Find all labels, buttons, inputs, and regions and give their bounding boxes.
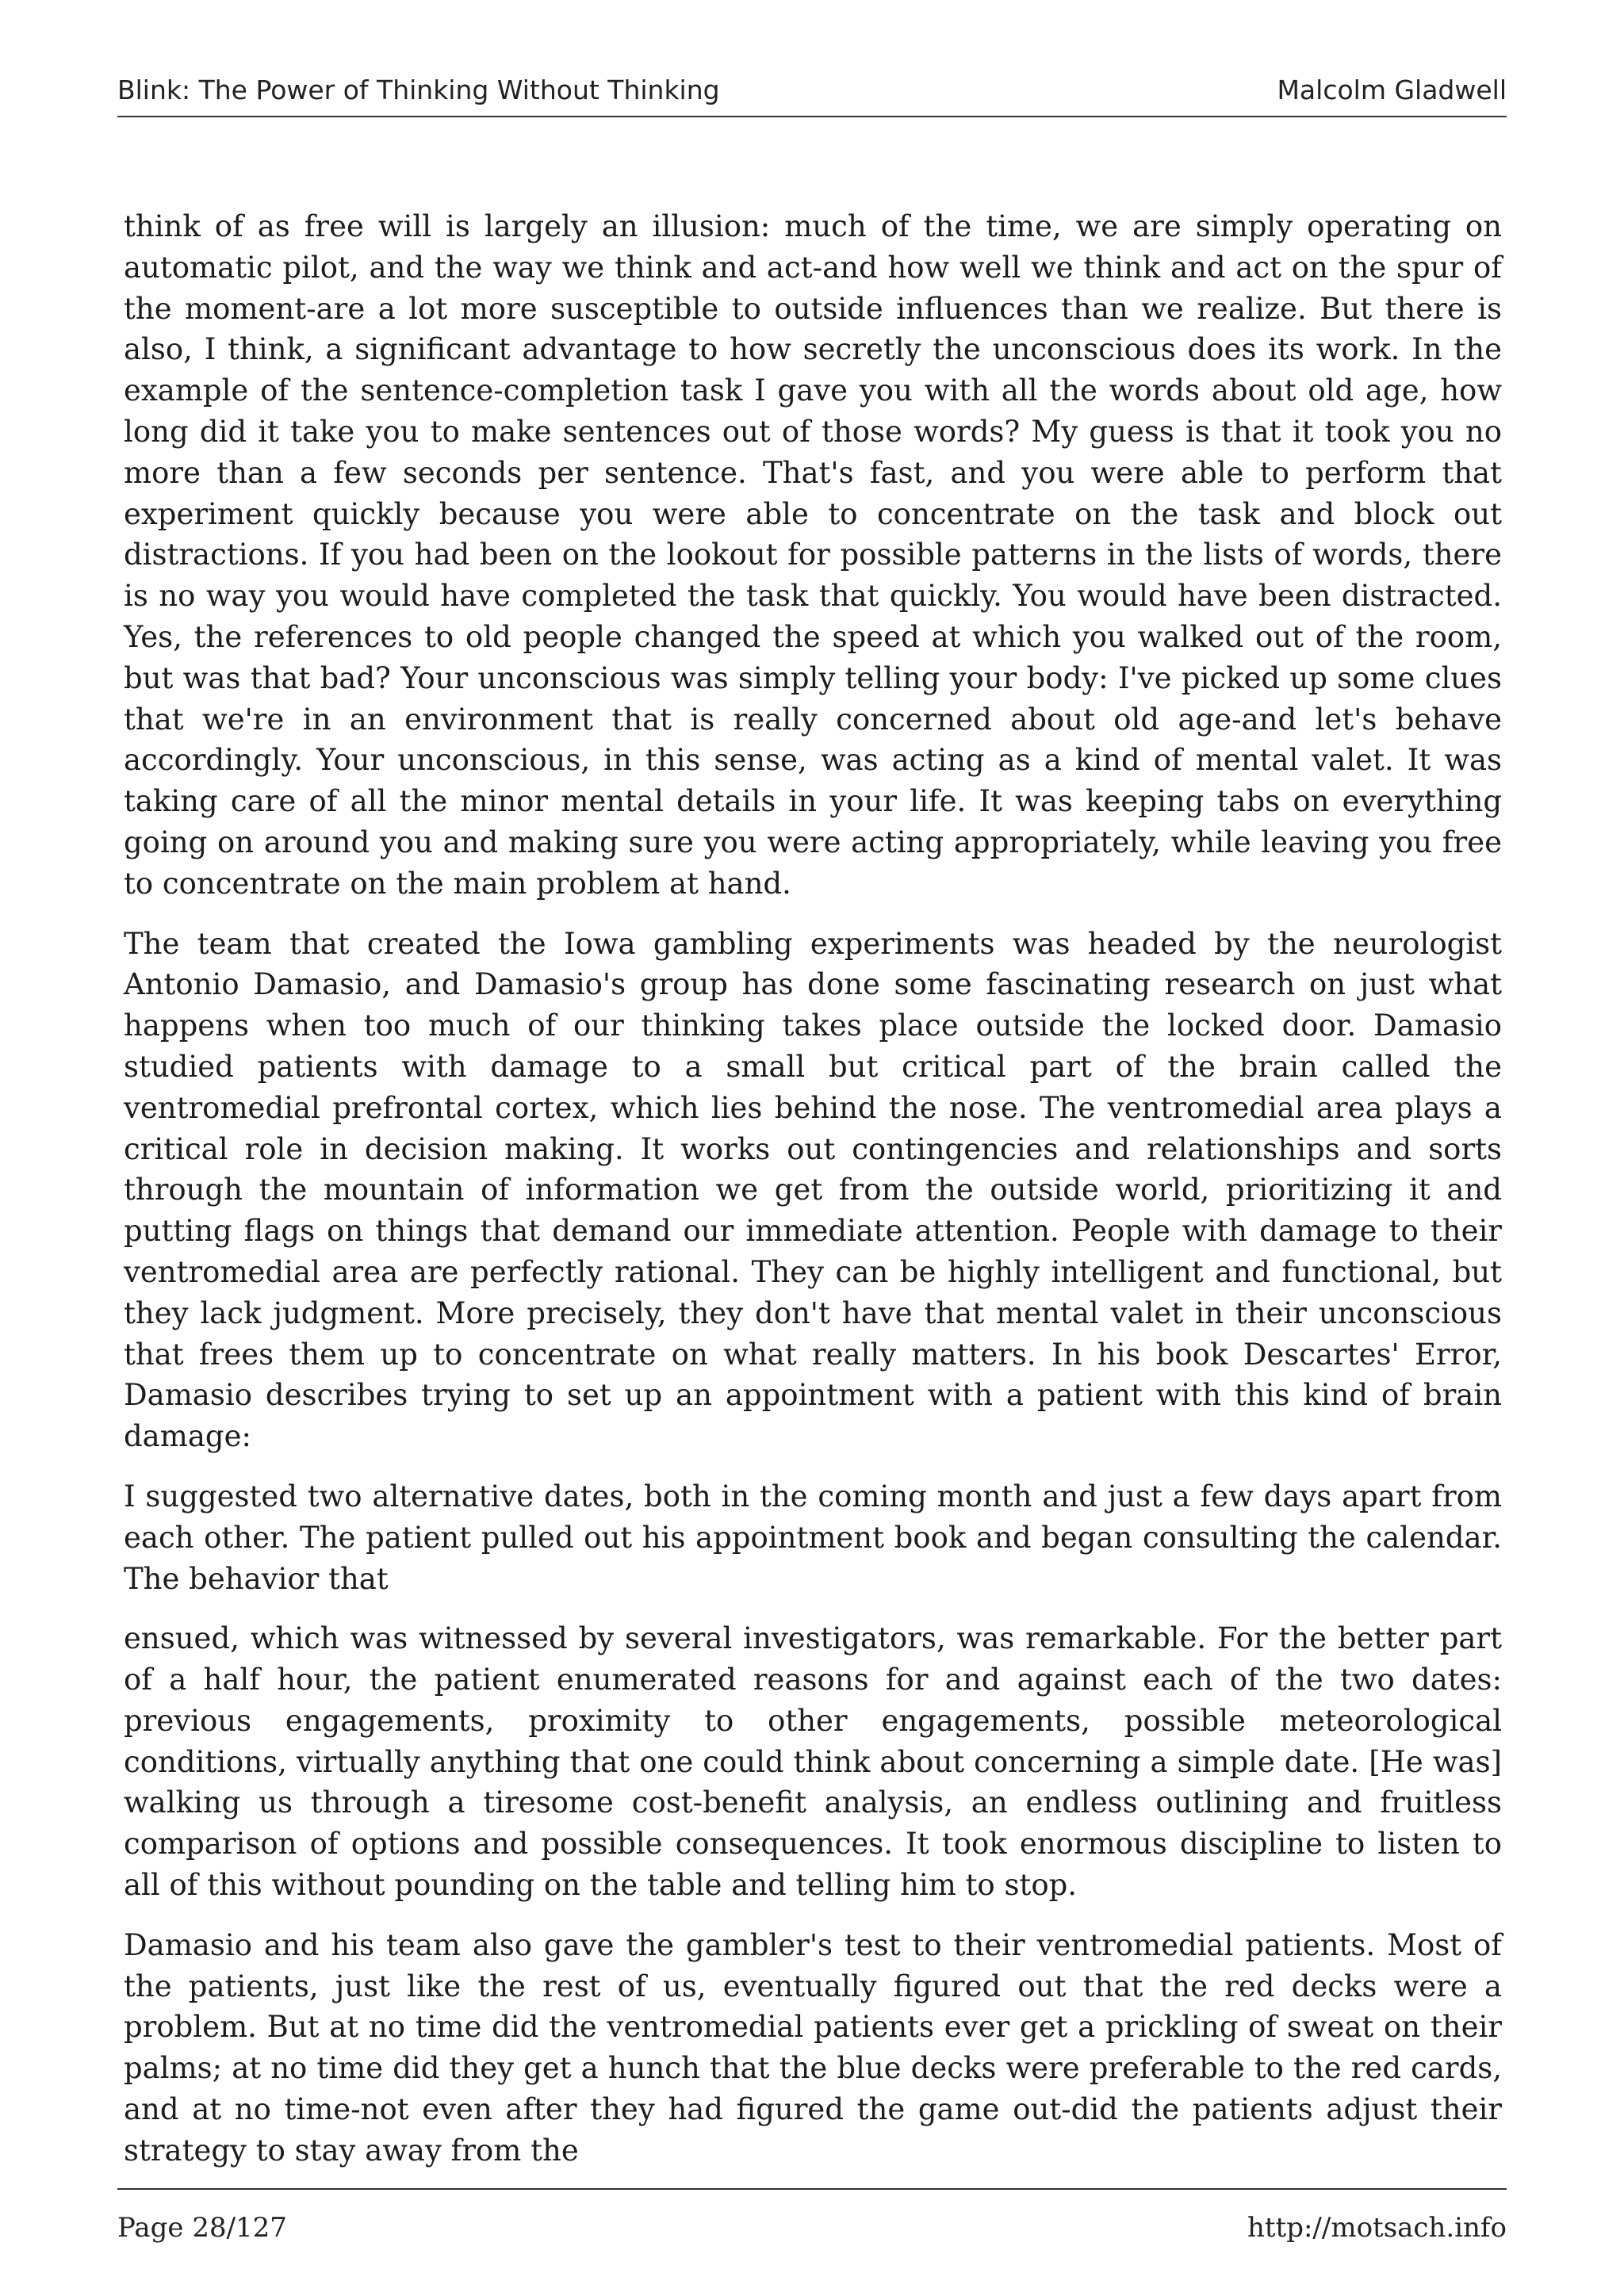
- page-header: [117, 71, 1507, 117]
- paragraph-4-quote-continued: ensued, which was witnessed by several investigators, was remarkable. For the better part of a half hour, the patient enumerated reasons for and against each of the two dates: previous engagements, proximity to other engagements, possible meteorological conditions, virtually anything that one could think about concerning a simple date. [He was] walking us through a tiresome cost-benefit analysis, an endless outlining and fruitless comparison of options and possible consequences. It took enormous discipline to listen to all of this without pounding on the table and telling him to stop.: [124, 1621, 1502, 1903]
- paragraph-3-quote: I suggested two alternative dates, both in the coming month and just a few days apart from each other. The patient pulled out his appointment book and began consulting the calendar. The behavior that: [124, 1479, 1502, 1596]
- page-footer: [117, 2188, 1507, 2253]
- paragraph-2: The team that created the Iowa gambling experiments was headed by the neurologist Antonio Damasio, and Damasio's group has done some fascinating research on just what happens when too much of our thinking takes place outside the locked door. Damasio studied patients with damage to a small but critical part of the brain called the ventromedial prefrontal cortex, which lies behind the nose. The ventromedial area plays a critical role in decision making. It works out contingencies and relationships and sorts through the mountain of information we get from the outside world, prioritizing it and putting flags on things that demand our immediate attention. People with damage to their ventromedial area are perfectly rational. They can be highly intelligent and functional, but they lack judgment. More precisely, they don't have that mental valet in their unconscious that frees them up to concentrate on what really matters. In his book Descartes' Error, Damasio describes trying to set up an appointment with a patient with this kind of brain damage:: [124, 926, 1502, 1454]
- paragraph-1: think of as free will is largely an illusion: much of the time, we are simply operating on automatic pilot, and the way we think and act-and how well we think and act on the spur of the moment-are a lot more susceptible to outside influences than we realize. But there is also, I think, a significant advantage to how secretly the unconscious does its work. In the example of the sentence-completion task I gave you with all the words about old age, how long did it take you to make sentences out of those words? My guess is that it took you no more than a few seconds per sentence. That's fast, and you were able to perform that experiment quickly because you were able to concentrate on the task and block out distractions. If you had been on the lookout for possible patterns in the lists of words, there is no way you would have completed the task that quickly. You would have been distracted. Yes, the references to old people changed the speed at which you walked out of the room, but was that bad? Your unconscious was simply telling your body: I've picked up some clues that we're in an environment that is really concerned about old age-and let's behave accordingly. Your unconscious, in this sense, was acting as a kind of mental valet. It was taking care of all the minor mental details in your life. It was keeping tabs on everything going on around you and making sure you were acting appropriately, while leaving you free to concentrate on the main problem at hand.: [124, 209, 1502, 901]
- book-title: Blink: The Power of Thinking Without Thinking: [117, 75, 720, 105]
- source-url: http://motsach.info: [1247, 2212, 1507, 2244]
- page-body: [124, 206, 1502, 2191]
- page-number: Page 28/127: [117, 2212, 287, 2244]
- paragraph-5: Damasio and his team also gave the gambler's test to their ventromedial patients. Most of the patients, just like the rest of us, eventually figured out that the red decks were a problem. But at no time did the ventromedial patients ever get a prickling of sweat on their palms; at no time did they get a hunch that the blue decks were preferable to the red cards, and at no time-not even after they had figured the game out-did the patients adjust their strategy to stay away from the: [124, 1927, 1502, 2168]
- book-author: Malcolm Gladwell: [1277, 75, 1507, 105]
